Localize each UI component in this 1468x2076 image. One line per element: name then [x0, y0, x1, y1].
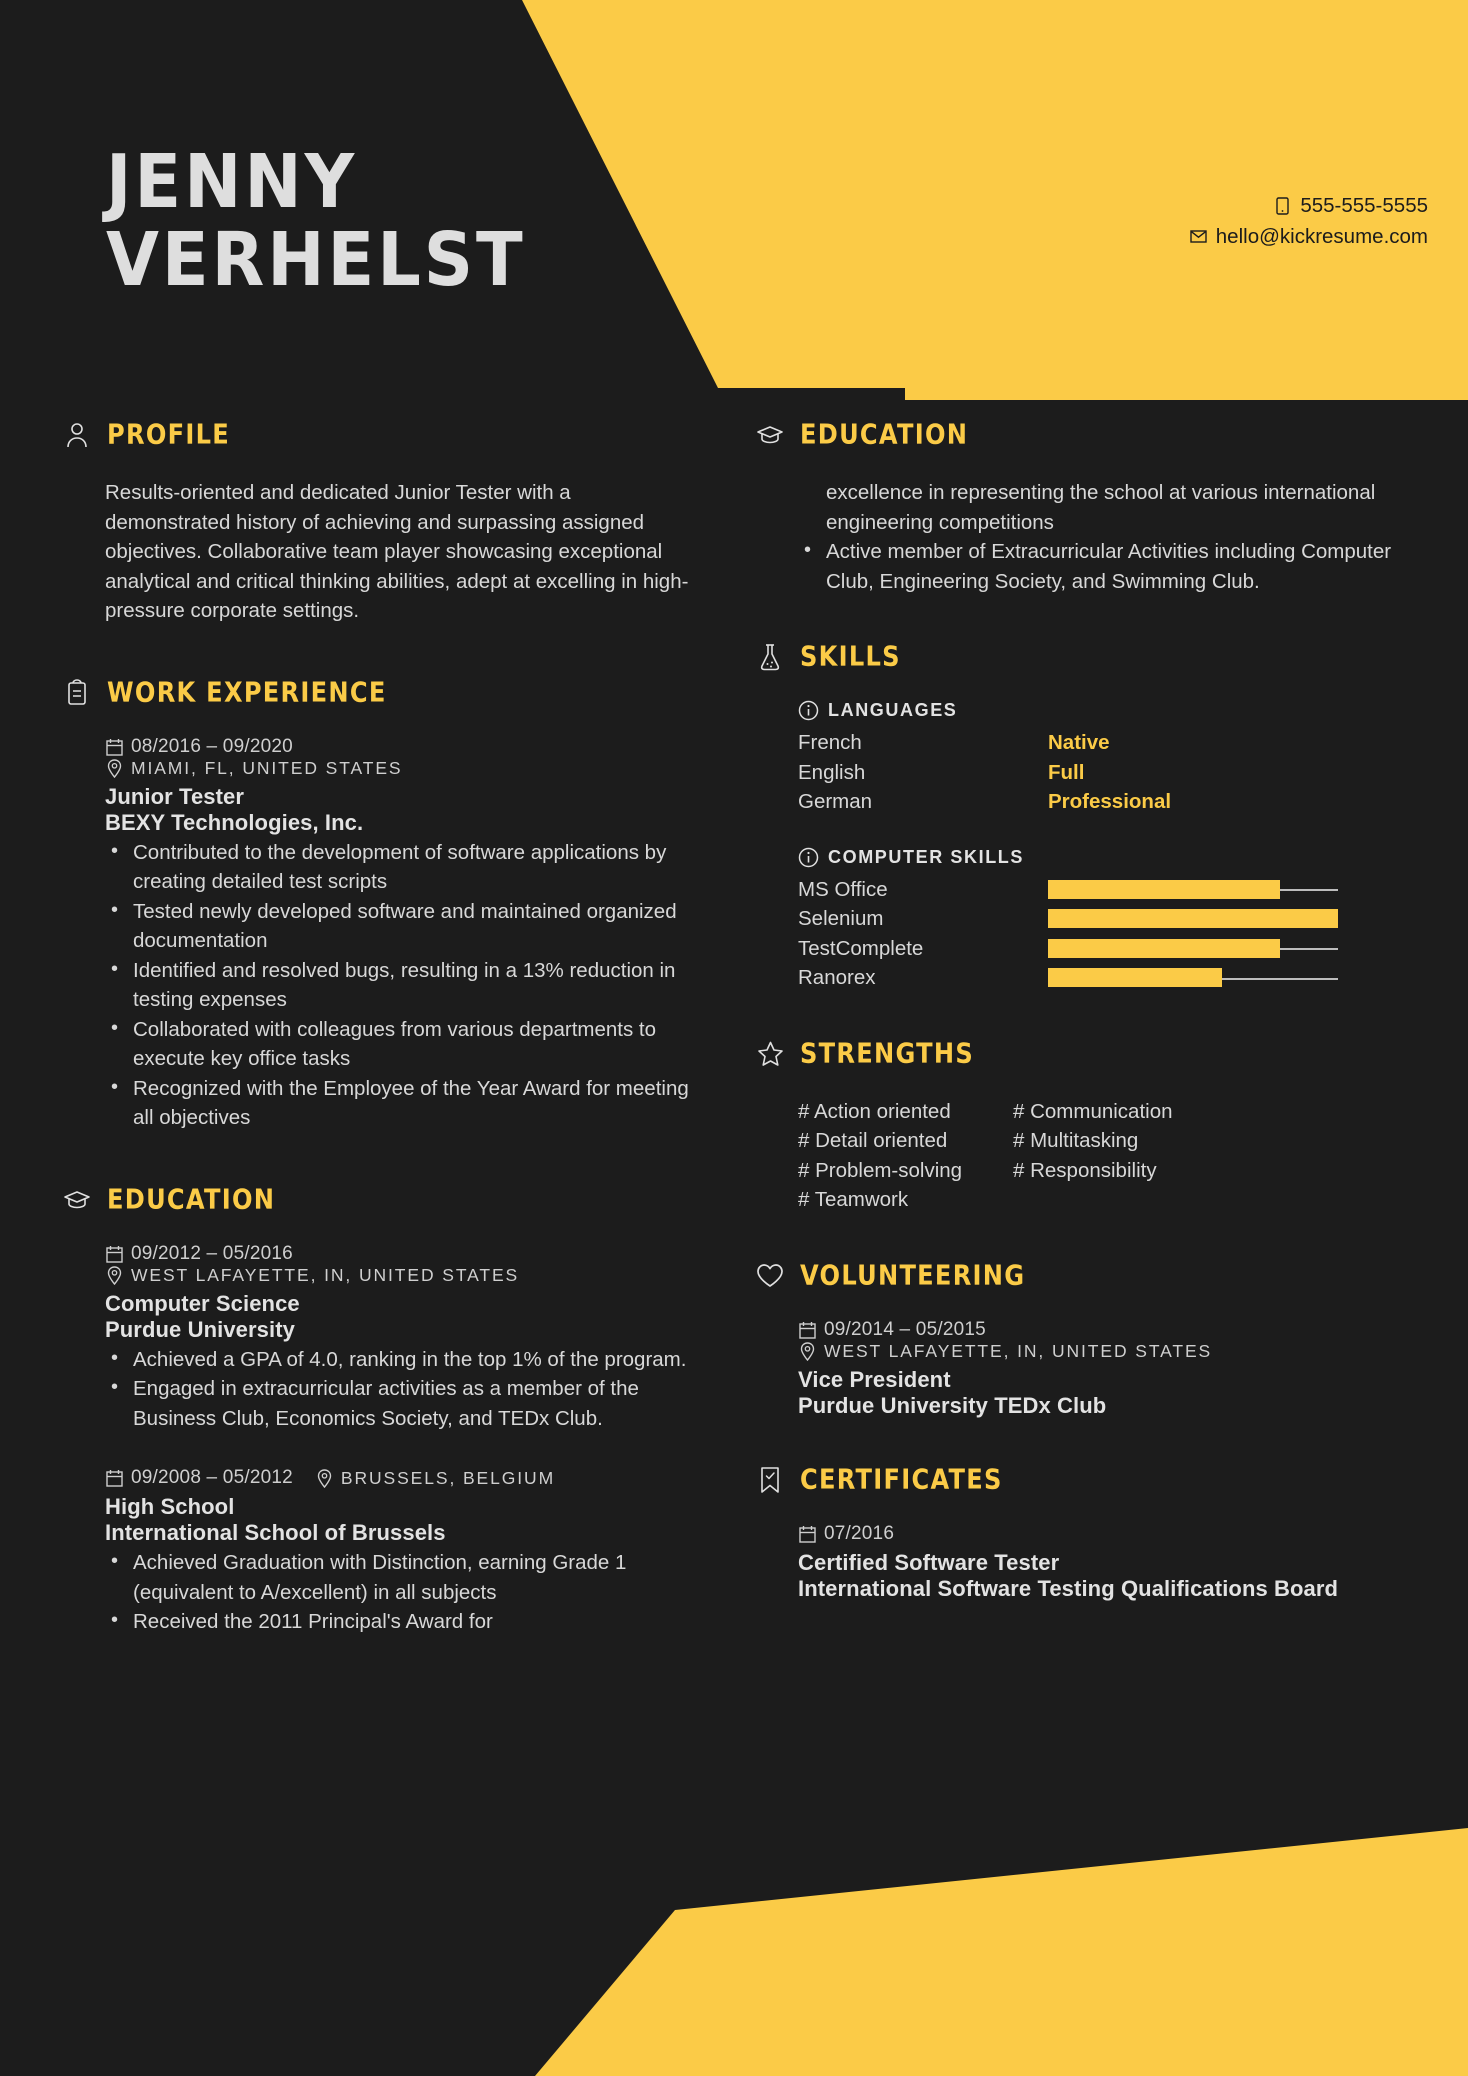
work-heading [62, 678, 700, 708]
languages-block [798, 700, 1408, 817]
work-organization: BEXY Technologies, Inc. [105, 809, 364, 835]
left-column [0, 420, 700, 1637]
certificates-title: CERTIFICATES [800, 1464, 1003, 1496]
work-dates-row [105, 736, 700, 758]
highschool-location-row [315, 1468, 555, 1489]
strength-tag: # Detail oriented [798, 1129, 948, 1153]
strengths-body [755, 1097, 1408, 1215]
section-education-continued [755, 420, 1408, 596]
education-heading [62, 1185, 700, 1215]
contact-email-row[interactable] [1190, 221, 1428, 252]
computer-skills-block [798, 847, 1408, 993]
list-item: • Identified and resolved bugs, resulting in a 13% reduction in testing expenses [105, 956, 700, 1015]
email-value: hello@kickresume.com [1215, 225, 1428, 249]
calendar-icon [798, 1320, 817, 1339]
flask-icon [755, 642, 785, 672]
education-dates-row [105, 1243, 700, 1265]
work-location-row [105, 758, 700, 779]
section-profile [62, 420, 700, 626]
language-level: Full [1048, 760, 1085, 784]
section-work-experience [62, 678, 700, 1133]
location-pin-icon [105, 1266, 124, 1285]
calendar-icon [105, 737, 124, 756]
certificate-date: 07/2016 [824, 1522, 895, 1544]
first-name: JENNY [106, 137, 358, 225]
skill-bar [1048, 968, 1338, 987]
bookmark-check-icon [755, 1465, 785, 1495]
education-title: EDUCATION [107, 1184, 276, 1216]
language-name: English [798, 760, 866, 784]
profile-title: PROFILE [107, 419, 231, 451]
envelope-icon [1190, 227, 1207, 246]
volunteering-heading [755, 1261, 1408, 1291]
education-dates: 09/2012 – 05/2016 [131, 1242, 293, 1264]
certificate-entry [798, 1523, 1408, 1602]
phone-icon [1274, 196, 1291, 215]
skill-bar [1048, 909, 1338, 928]
work-bullets [105, 838, 700, 1133]
profile-heading [62, 420, 700, 450]
volunteering-body [755, 1319, 1408, 1419]
volunteering-position: Vice President [798, 1366, 951, 1392]
section-volunteering [755, 1261, 1408, 1419]
list-item: • Engaged in extracurricular activities as a member of the Business Club, Economics Society, and TEDx Club. [105, 1374, 700, 1433]
computer-skill-name: Ranorex [798, 966, 876, 990]
work-title: WORK EXPERIENCE [107, 677, 387, 708]
education-school: Purdue University [105, 1316, 295, 1342]
strength-tag: # Problem-solving [798, 1158, 963, 1182]
certificates-heading [755, 1465, 1408, 1495]
strength-tag: # Multitasking [1013, 1129, 1139, 1153]
computer-skill-name: TestComplete [798, 936, 924, 960]
language-row [798, 758, 1408, 788]
education-bullets [105, 1345, 700, 1434]
contact-block [1190, 190, 1428, 252]
computer-skill-row [798, 904, 1408, 934]
volunteering-entry [798, 1319, 1408, 1419]
list-item: • Collaborated with colleagues from various departments to execute key office tasks [105, 1015, 700, 1074]
location-pin-icon [315, 1469, 334, 1488]
list-item: • Tested newly developed software and maintained organized documentation [105, 897, 700, 956]
certificate-date-row [798, 1523, 1408, 1545]
highschool-school: International School of Brussels [105, 1520, 446, 1546]
skill-bar-fill [1048, 968, 1222, 987]
education-program: Computer Science [105, 1290, 300, 1316]
education-cont-bullets [798, 478, 1408, 596]
skill-bar [1048, 939, 1338, 958]
strengths-title: STRENGTHS [800, 1038, 974, 1070]
list-item: • Contributed to the development of software applications by creating detailed test scripts [105, 838, 700, 897]
profile-text: Results-oriented and dedicated Junior Tester with a demonstrated history of achieving and surpassing assigned objectives. Collaborative team player showcasing exceptional analytical and critical thinking abilities, adept at excelling in high-pressure corporate settings. [105, 481, 689, 623]
volunteering-location: WEST LAFAYETTE, IN, UNITED STATES [824, 1340, 1213, 1361]
star-icon [755, 1039, 785, 1069]
computer-skills-label: COMPUTER SKILLS [828, 846, 1025, 867]
profile-body [62, 478, 700, 626]
language-name: German [798, 790, 873, 814]
computer-skills-subheading [798, 847, 1408, 868]
right-column [700, 420, 1468, 1637]
section-certificates [755, 1465, 1408, 1602]
highschool-dates-row [105, 1467, 293, 1489]
phone-value: 555-555-5555 [1300, 194, 1428, 217]
certificate-issuer: International Software Testing Qualifications Board [798, 1575, 1339, 1601]
language-level: Professional [1048, 790, 1172, 814]
strength-tag: # Action oriented [798, 1099, 951, 1123]
computer-skill-row [798, 934, 1408, 964]
work-entry [105, 736, 700, 1133]
section-strengths [755, 1039, 1408, 1215]
location-pin-icon [105, 759, 124, 778]
volunteering-dates: 09/2014 – 05/2015 [824, 1318, 986, 1340]
last-name: VERHELST [106, 216, 526, 304]
education-location: WEST LAFAYETTE, IN, UNITED STATES [131, 1264, 520, 1285]
education-cont-title: EDUCATION [800, 419, 969, 451]
graduation-cap-icon [62, 1185, 92, 1215]
highschool-meta-row [105, 1467, 700, 1489]
education-location-row [105, 1265, 700, 1286]
briefcase-icon [62, 678, 92, 708]
section-skills [755, 642, 1408, 993]
location-pin-icon [798, 1342, 817, 1361]
volunteering-organization: Purdue University TEDx Club [798, 1392, 1107, 1418]
contact-phone-row[interactable] [1190, 190, 1428, 221]
skill-bar-fill [1048, 909, 1338, 928]
skill-bar [1048, 880, 1338, 899]
strength-tag: # Responsibility [1013, 1158, 1157, 1182]
strength-tag: # Teamwork [798, 1188, 909, 1212]
calendar-icon [105, 1469, 124, 1488]
list-item-continuation: excellence in representing the school at various international engineering competitions [826, 481, 1376, 534]
strength-tag: # Communication [1013, 1099, 1173, 1123]
list-item: • Achieved Graduation with Distinction, earning Grade 1 (equivalent to A/excellent) in all subjects [105, 1548, 700, 1607]
certificates-body [755, 1523, 1408, 1602]
highschool-program: High School [105, 1494, 235, 1520]
skills-heading [755, 642, 1408, 672]
list-item: • Received the 2011 Principal's Award for [105, 1607, 700, 1637]
strengths-tags [798, 1097, 1228, 1215]
skills-body [755, 700, 1408, 993]
volunteering-location-row [798, 1341, 1408, 1362]
list-item: • Recognized with the Employee of the Year Award for meeting all objectives [105, 1074, 700, 1133]
language-row [798, 787, 1408, 817]
volunteering-dates-row [798, 1319, 1408, 1341]
highschool-dates: 09/2008 – 05/2012 [131, 1467, 293, 1489]
calendar-icon [105, 1244, 124, 1263]
languages-label: LANGUAGES [828, 700, 958, 721]
skill-bar-fill [1048, 939, 1280, 958]
language-level: Native [1048, 731, 1110, 755]
languages-subheading [798, 700, 1408, 721]
education-cont-body [755, 478, 1408, 596]
education-body [62, 1243, 700, 1637]
skills-title: SKILLS [800, 641, 901, 673]
language-name: French [798, 731, 862, 755]
language-row [798, 728, 1408, 758]
graduation-cap-icon [755, 420, 785, 450]
certificate-name: Certified Software Tester [798, 1549, 1060, 1575]
work-body [62, 736, 700, 1133]
work-dates: 08/2016 – 09/2020 [131, 735, 293, 757]
work-location: MIAMI, FL, UNITED STATES [131, 757, 403, 778]
calendar-icon [798, 1524, 817, 1543]
work-position: Junior Tester [105, 783, 245, 809]
info-icon [798, 700, 819, 721]
computer-skill-name: Selenium [798, 907, 884, 931]
education-cont-heading [755, 420, 1408, 450]
list-item: • Active member of Extracurricular Activities including Computer Club, Engineering Society, and Swimming Club. [798, 537, 1408, 596]
section-education-left [62, 1185, 700, 1637]
info-icon [798, 847, 819, 868]
education-entry [105, 1467, 700, 1637]
strengths-heading [755, 1039, 1408, 1069]
skill-bar-fill [1048, 880, 1280, 899]
footer-yellow-shape [0, 1790, 1468, 2076]
computer-skill-row [798, 875, 1408, 905]
highschool-location: BRUSSELS, BELGIUM [340, 1467, 556, 1488]
candidate-name [106, 137, 526, 304]
list-item: • Achieved a GPA of 4.0, ranking in the top 1% of the program. [105, 1345, 700, 1375]
heart-icon [755, 1261, 785, 1291]
education-entry [105, 1243, 700, 1434]
computer-skill-row [798, 963, 1408, 993]
highschool-bullets [105, 1548, 700, 1637]
resume-header [0, 0, 1468, 420]
volunteering-title: VOLUNTEERING [800, 1260, 1026, 1292]
computer-skill-name: MS Office [798, 877, 888, 901]
person-icon [62, 420, 92, 450]
